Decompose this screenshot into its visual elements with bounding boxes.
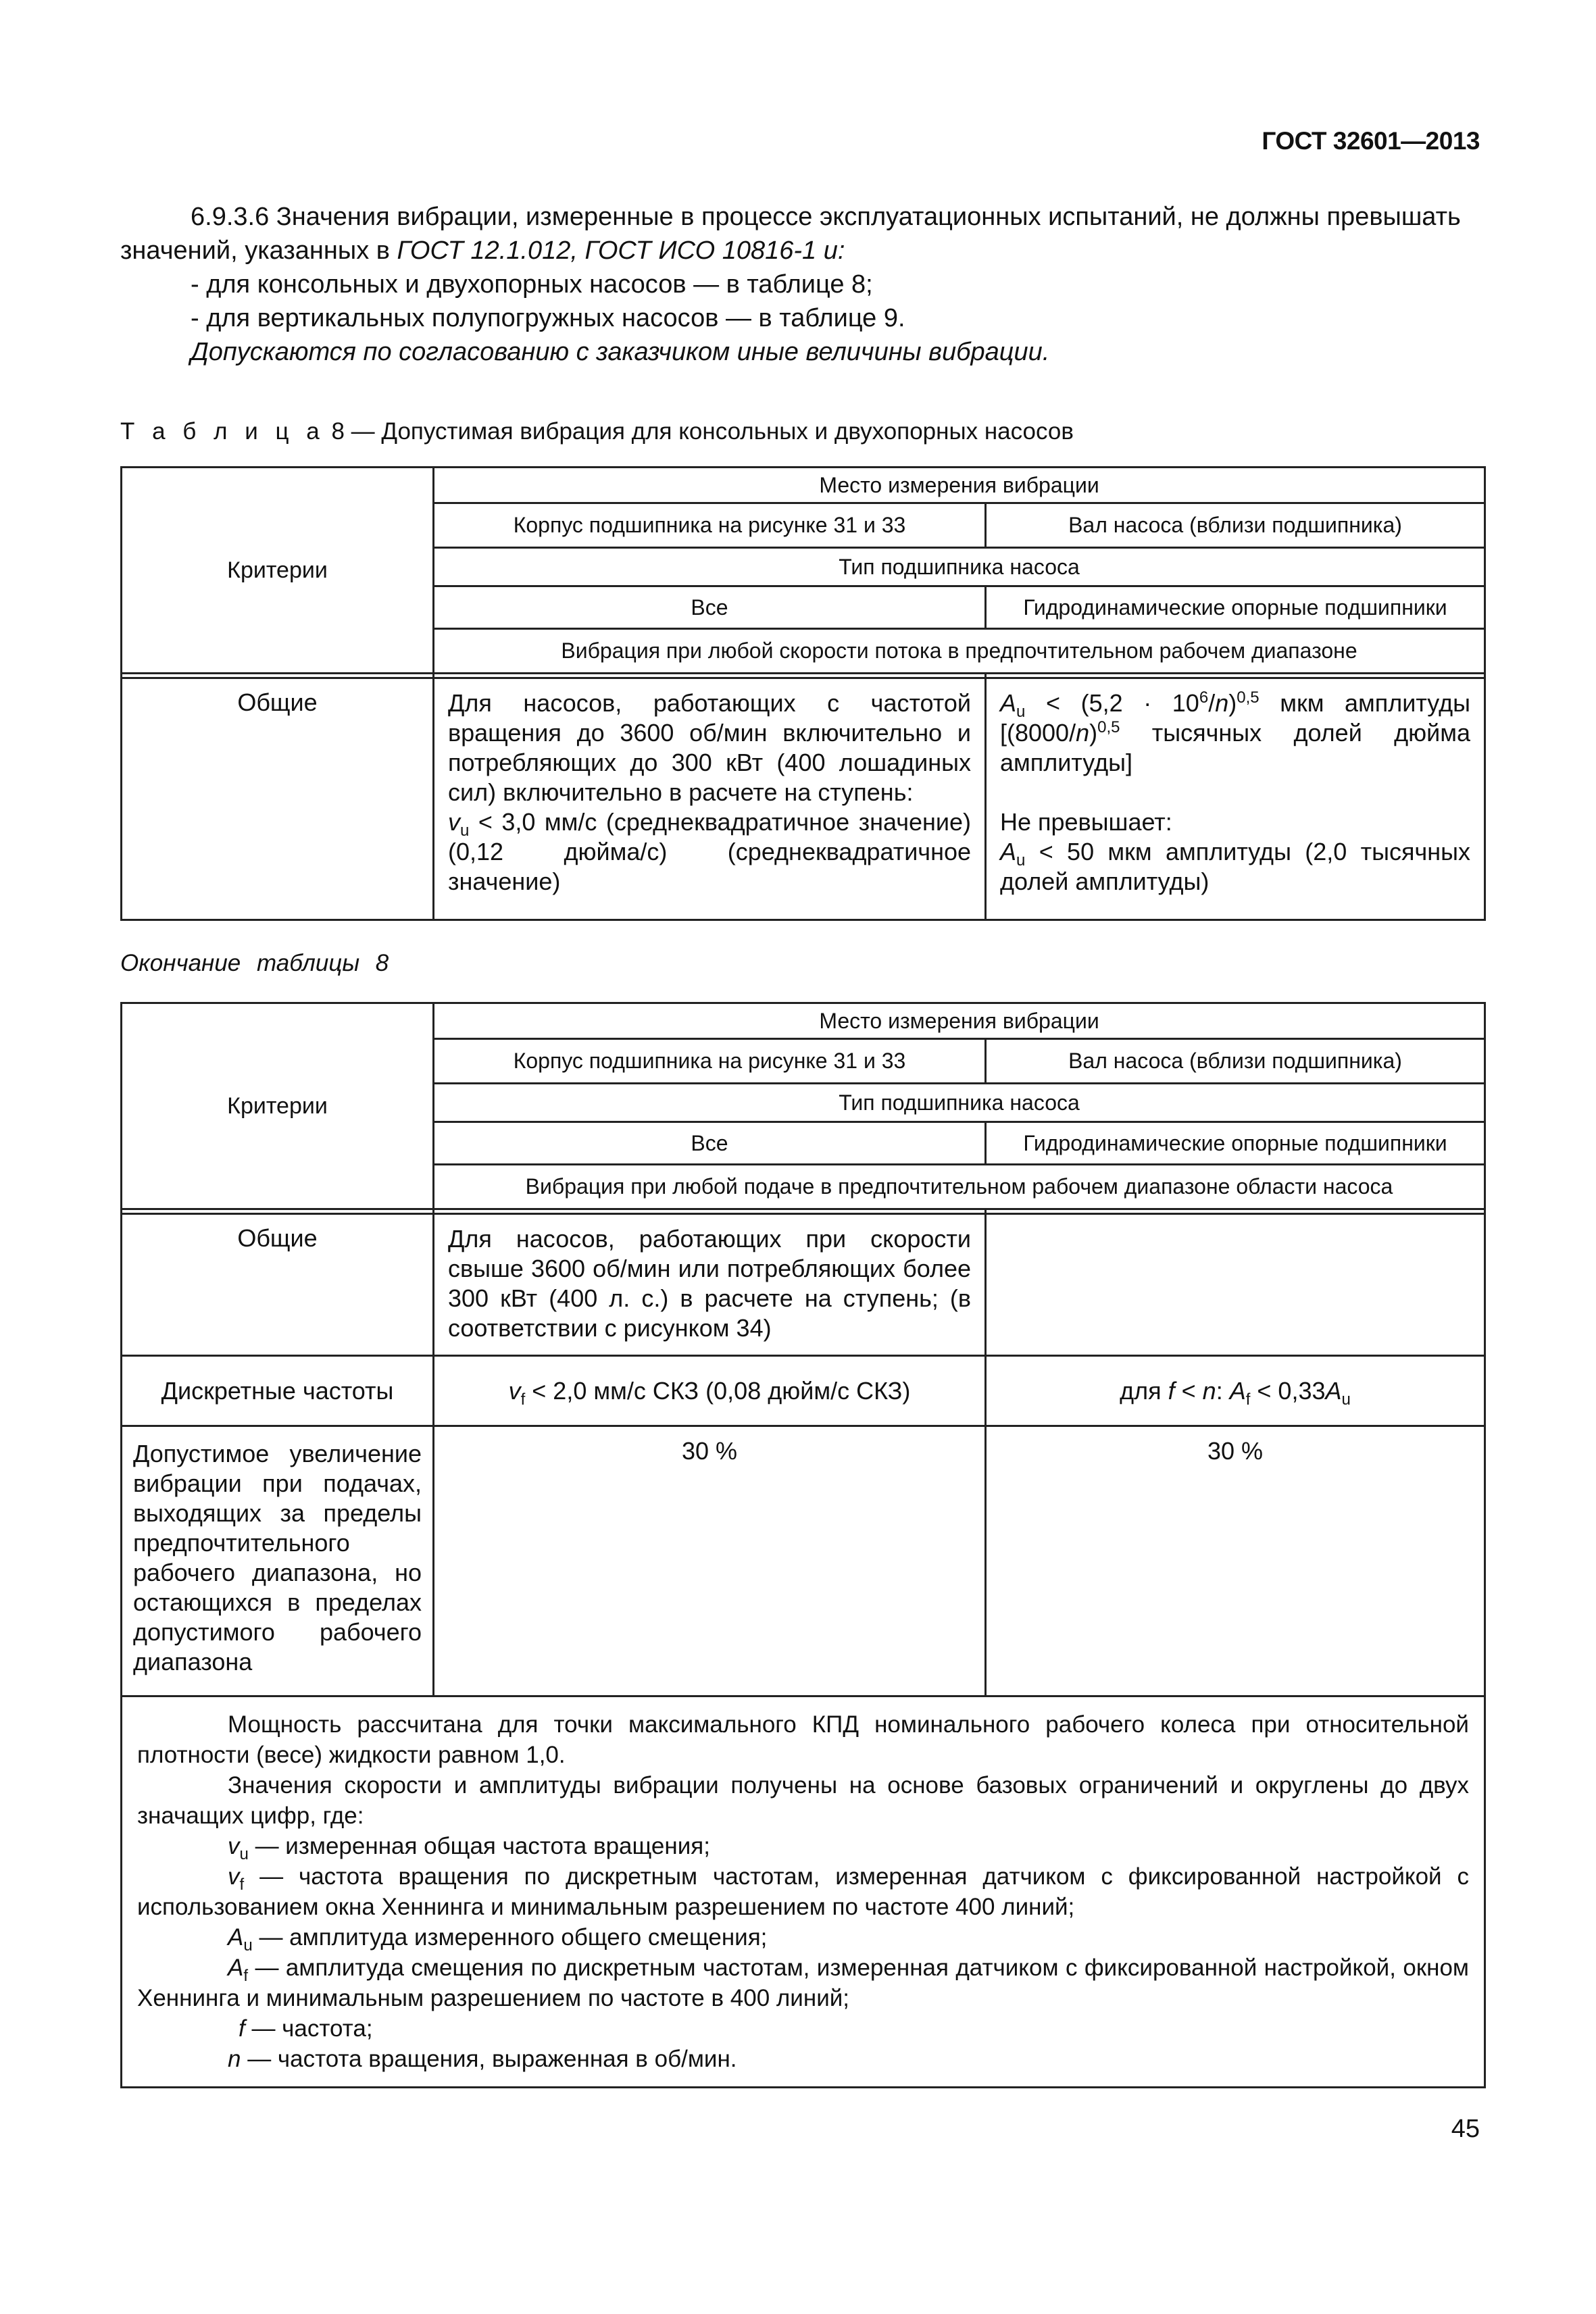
condition-header: Вибрация при любой скорости потока в предпочтительном рабочем диапазоне	[434, 629, 1485, 674]
criteria-header: Критерии	[122, 468, 434, 674]
all-bearings-header: Все	[434, 1122, 986, 1165]
housing-header: Корпус подшипника на рисунке 31 и 33	[434, 503, 986, 548]
housing-header: Корпус подшипника на рисунке 31 и 33	[434, 1039, 986, 1084]
symbol-n: n	[228, 2046, 241, 2072]
definition-text: — частота вращения, выраженная в об/мин.	[241, 2046, 737, 2072]
row-label-general: Общие	[122, 678, 434, 920]
row-label-allowed-increase: Допустимое увеличение вибрации при подачах, выходящих за пределы предпочтительного рабочего диапазона, но остающихся в пределах допустимого рабочего диапазона	[122, 1426, 434, 1696]
subscript-u: u	[1016, 703, 1026, 722]
caption-text: 8 — Допустимая вибрация для консольных и двухопорных насосов	[324, 418, 1074, 445]
shaft-header: Вал насоса (вблизи подшипника)	[986, 1039, 1485, 1084]
subscript-f: f	[243, 1967, 249, 1985]
formula-part: тысячных долей дюйма амплитуды]	[1000, 719, 1470, 776]
note-2: Значения скорости и амплитуды вибрации получены на основе базовых ограничений и округлены до двух значащих цифр, где:	[137, 1772, 1469, 1829]
symbol-f: f	[1168, 1376, 1175, 1405]
header-separator	[434, 1209, 986, 1214]
subscript-f: f	[239, 1876, 245, 1894]
symbol-f: f	[239, 2015, 245, 2042]
formula-part: < 0,33	[1250, 1376, 1326, 1405]
bearing-type-header: Тип подшипника насоса	[434, 1084, 1485, 1122]
shaft-limit-max-text: < 50 мкм амплитуды (2,0 тысячных долей амплитуды)	[1000, 838, 1470, 895]
all-bearings-header: Все	[434, 586, 986, 629]
header-separator	[122, 1209, 434, 1214]
definition-text: — амплитуда измеренного общего смещения;	[252, 1924, 768, 1951]
symbol-a: A	[1000, 838, 1017, 865]
bearing-type-header: Тип подшипника насоса	[434, 548, 1485, 586]
page-number: 45	[1451, 2115, 1480, 2143]
standard-header: ГОСТ 32601—2013	[1262, 127, 1480, 155]
subscript-f: f	[520, 1390, 526, 1409]
header-separator	[434, 674, 986, 678]
intro-note: Допускаются по согласованию с заказчиком иные величины вибрации.	[191, 338, 1050, 366]
table-8-continuation-caption: Окончание таблицы 8	[120, 950, 389, 976]
row-label-discrete: Дискретные частоты	[122, 1356, 434, 1426]
symbol-a: A	[1229, 1376, 1246, 1405]
symbol-a: A	[228, 1955, 244, 1981]
subscript-f: f	[1245, 1390, 1251, 1409]
intro-item-2: - для вертикальных полупогружных насосов — в таблице 9.	[191, 304, 905, 332]
housing-limit-value	[448, 807, 971, 897]
discrete-housing-text: < 2,0 мм/с СКЗ (0,08 дюйм/с СКЗ)	[525, 1376, 911, 1405]
shaft-limit-cell	[986, 678, 1485, 920]
definition-text: — измеренная общая частота вращения;	[248, 1833, 710, 1859]
symbol-n: n	[1076, 719, 1090, 747]
housing-limit-description: Для насосов, работающих с частотой вращения до 3600 об/мин включительно и потребляющих до 300 кВт (400 лошадиных сил) включительно в расчете на ступень:	[448, 689, 971, 806]
allowed-increase-shaft: 30 %	[986, 1426, 1485, 1696]
row-label-general: Общие	[122, 1214, 434, 1356]
hydro-bearings-header: Гидродинамические опорные подшипники	[986, 1122, 1485, 1165]
table-8-continuation	[120, 1002, 1486, 2088]
intro-reference: ГОСТ 12.1.012, ГОСТ ИСО 10816-1 и:	[397, 236, 845, 265]
intro-paragraph	[120, 200, 1482, 268]
formula-part: :	[1216, 1376, 1230, 1405]
formula-part: )	[1228, 689, 1237, 717]
criteria-header: Критерии	[122, 1003, 434, 1209]
symbol-n: n	[1202, 1376, 1216, 1405]
formula-part: мкм амплитуды [(8000/	[1000, 689, 1470, 747]
condition-header: Вибрация при любой подаче в предпочтительном рабочем диапазоне области насоса	[434, 1165, 1485, 1209]
definition-text: — частота вращения по дискретным частотам, измеренная датчиком с фиксированной настройкой с использованием окна Хеннинга и минимальным разрешением по частоте 400 линий;	[137, 1863, 1469, 1920]
table-8	[120, 466, 1486, 921]
note-1: Мощность рассчитана для точки максимального КПД номинального рабочего колеса при относительной плотности (весе) жидкости равном 1,0.	[137, 1711, 1469, 1768]
superscript-power: 0,5	[1097, 718, 1120, 736]
not-exceed-label: Не превышает:	[1000, 808, 1172, 836]
discrete-shaft-cell	[986, 1356, 1485, 1426]
superscript-6: 6	[1199, 688, 1209, 707]
caption-prefix: Т а б л и ц а	[120, 418, 325, 445]
housing-limit-cell	[434, 678, 986, 920]
definition-vf	[137, 1861, 1469, 1922]
header-separator	[122, 674, 434, 678]
header-separator	[986, 674, 1485, 678]
shaft-limit-max	[1000, 837, 1470, 897]
subscript-u: u	[1016, 851, 1026, 870]
formula-part: )	[1089, 719, 1098, 747]
general-housing-cell: Для насосов, работающих при скорости свыше 3600 об/мин или потребляющих более 300 кВт (400 л. с.) в расчете на ступень; (в соответствии с рисунком 34)	[434, 1214, 986, 1356]
shaft-limit-formula	[1000, 688, 1470, 778]
subscript-u: u	[460, 822, 470, 840]
measurement-place-header: Место измерения вибрации	[434, 468, 1485, 503]
definition-au	[137, 1922, 1469, 1953]
symbol-n: n	[1215, 689, 1229, 717]
general-shaft-cell	[986, 1214, 1485, 1356]
header-separator	[986, 1209, 1485, 1214]
intro-text: 6.9.3.6 Значения вибрации, измеренные в процессе эксплуатационных испытаний, не должны превышать значений, указанных в	[120, 203, 1461, 265]
formula-part: /	[1208, 689, 1216, 717]
formula-part: для	[1120, 1376, 1168, 1405]
symbol-v: v	[228, 1863, 240, 1890]
intro-item-1: - для консольных и двухопорных насосов — в таблице 8;	[191, 270, 873, 299]
definition-vu	[137, 1831, 1469, 1861]
subscript-u: u	[1341, 1390, 1351, 1409]
definition-text: — частота;	[245, 2015, 373, 2042]
housing-limit-text: < 3,0 мм/с (среднеквадратичное значение) (0,12 дюйма/с) (среднеквадратичное значение)	[448, 808, 971, 895]
shaft-header: Вал насоса (вблизи подшипника)	[986, 503, 1485, 548]
definition-text: — амплитуда смещения по дискретным частотам, измеренная датчиком с фиксированной настройкой, окном Хеннинга и минимальным разрешением по частоте в 400 линий;	[137, 1955, 1469, 2011]
symbol-a: A	[228, 1924, 244, 1951]
symbol-a: A	[1000, 689, 1017, 717]
table-8-caption	[120, 418, 1074, 445]
discrete-housing-cell	[434, 1356, 986, 1426]
superscript-power: 0,5	[1237, 688, 1260, 707]
table-notes	[122, 1696, 1485, 2088]
formula-part: <	[1174, 1376, 1203, 1405]
measurement-place-header: Место измерения вибрации	[434, 1003, 1485, 1039]
definition-f	[137, 2013, 1469, 2044]
symbol-v: v	[228, 1833, 240, 1859]
symbol-v: v	[508, 1376, 521, 1405]
hydro-bearings-header: Гидродинамические опорные подшипники	[986, 586, 1485, 629]
definition-n	[137, 2044, 1469, 2074]
subscript-u: u	[243, 1936, 253, 1955]
symbol-v: v	[448, 808, 460, 836]
intro-section	[120, 200, 1482, 369]
formula-part: < (5,2 · 10	[1025, 689, 1199, 717]
subscript-u: u	[239, 1845, 249, 1863]
symbol-a: A	[1325, 1376, 1342, 1405]
definition-af	[137, 1953, 1469, 2013]
spacer	[1000, 778, 1470, 807]
allowed-increase-housing: 30 %	[434, 1426, 986, 1696]
